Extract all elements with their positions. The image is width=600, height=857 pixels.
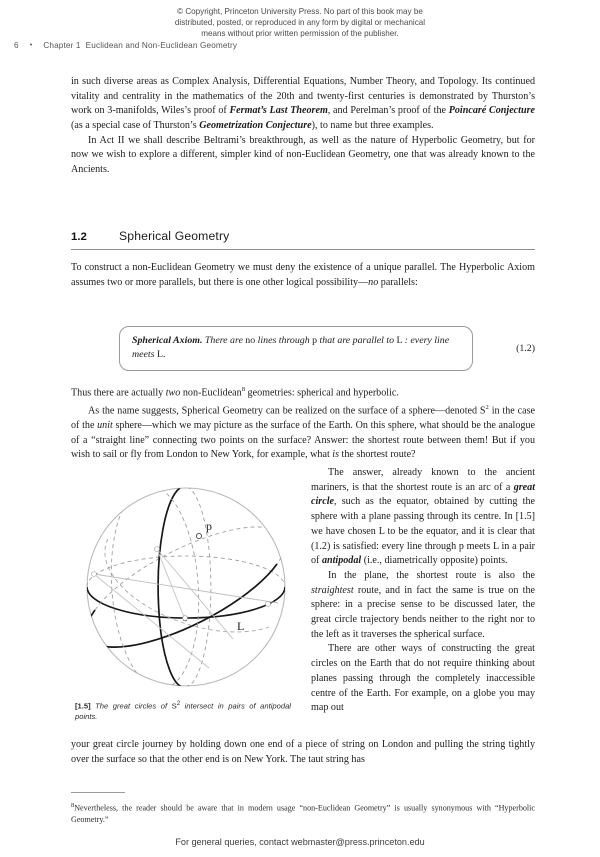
ab-p2-em-unit: unit <box>97 420 113 432</box>
tail-block <box>71 738 535 767</box>
point-p-marker <box>196 533 201 538</box>
ab-p1-seg-b: non-Euclidean <box>180 387 242 399</box>
axiom-lead-seg-b: parallels: <box>378 276 418 288</box>
upper-intersection-marker <box>155 547 160 552</box>
copyright-line-3: means without prior written permission of the publisher. <box>201 29 399 39</box>
ab-p1-em-two: two <box>165 387 181 399</box>
figure-caption-seg-a: The great circles of <box>90 701 172 711</box>
antipodal-point-marker <box>183 616 188 621</box>
footnote-text: Nevertheless, the reader should be aware that in modern usage “non-Euclidean Geometry” is usually synonymous with “Hyperbolic Geometry.” <box>71 803 535 824</box>
chapter-number: Chapter 1 <box>43 41 81 50</box>
copyright-line-2: distributed, posted, or reproduced in any form by digital or mechanical <box>174 18 426 28</box>
right-col-paragraph-1 <box>311 466 535 569</box>
rc-p1-seg-b: , such as the equator, obtained by cutting the sphere with a plane passing through its centre. In [1.5] we have chosen L to be the equator, and it is clear that (1.2) is satisfied: every line through p meets L in a pair of <box>311 496 535 567</box>
ab-p1-seg-a: Thus there are actually <box>71 387 166 399</box>
figure-caption-exponent: 2 <box>176 701 181 707</box>
intro-p1-seg-c: (as a special case of Thurston’s <box>71 119 200 131</box>
right-col-paragraph-2 <box>311 569 535 643</box>
axiom-lead-seg-a: To construct a non-Euclidean Geometry we must deny the existence of a unique parallel. The Hyperbolic Axiom assumes two or more parallels, but there is one other logical possibility— <box>71 262 535 288</box>
axiom-em-1: There are <box>202 335 243 346</box>
left-intersection-marker <box>92 572 97 577</box>
axiom-lead-paragraph <box>71 261 535 290</box>
right-column <box>311 466 535 716</box>
meridian-dashed-left-back <box>149 489 199 689</box>
figure-caption-s: S <box>171 701 177 711</box>
chord-line-lower <box>94 574 209 668</box>
rc-p2-seg-b: route, and in fact the same is true on the sphere: in a precise sense to be discussed later, the great circle trajectory bends neither to the right nor to the left as it traverses the spherical surface. <box>311 584 535 640</box>
rc-p1-em-antipodal: antipodal <box>321 555 362 567</box>
ab-p2-seg-b: in the case of the <box>71 405 535 432</box>
spherical-axiom-text <box>132 334 461 362</box>
spherical-axiom-box <box>119 326 473 371</box>
ab-p2-seg-d: the shortest route? <box>339 449 416 461</box>
figure-label-p: p <box>206 519 212 533</box>
after-box-paragraph-2 <box>71 401 535 463</box>
figure-caption <box>75 699 291 723</box>
tilted-great-circle-front <box>87 564 277 647</box>
axiom-em-3: that are parallel to <box>319 335 395 346</box>
running-head-bullet: • <box>29 42 33 49</box>
rc-p1-seg-a: The answer, already known to the ancient mariners, is that the shortest route is an arc of a <box>311 467 535 493</box>
section-number: 1.2 <box>71 231 87 243</box>
axiom-lead-block <box>71 261 535 290</box>
figure-number: [1.5] <box>75 701 91 711</box>
rc-p2-em-straightest: straightest <box>311 584 354 596</box>
intro-p1-em-poincare: Poincaré Conjecture <box>448 105 535 117</box>
chord-line-horizontal <box>94 574 278 603</box>
meridian-dashed-left <box>111 485 161 685</box>
intro-paragraph-2: In Act II we shall describe Beltrami’s breakthrough, as well as the nature of Hyperbolic Geometry, but for now we wish to explore a different, simpler kind of non-Euclidean Geometry, one that was already known to the Ancients. <box>71 134 535 175</box>
axiom-plain-1: no <box>242 335 258 346</box>
right-col-paragraph-3: There are other ways of constructing the great circles on the Earth that do not require thinking about planes passing through the completely inaccessible centre of the Earth. For example, on a globe you may map out <box>311 643 535 714</box>
after-box-paragraph-1 <box>71 383 535 401</box>
footnote-number: 8 <box>71 802 75 809</box>
equator-front-arc <box>87 587 285 618</box>
rc-p1-em-great-circle: great circle <box>311 481 535 508</box>
after-box-block <box>71 383 535 463</box>
ab-p2-em-is: is <box>332 449 340 461</box>
copyright-line-1: © Copyright, Princeton University Press. No part of this book may be <box>177 7 423 16</box>
tail-paragraph: your great circle journey by holding down one end of a piece of string on London and pulling the string tightly over the surface so that the other end is on New York. The taut string has <box>71 739 535 765</box>
axiom-em-4: : every line meets <box>132 335 450 361</box>
s-squared-exponent: 2 <box>485 404 489 412</box>
rc-p1-seg-c: (i.e., diametrically opposite) points. <box>361 555 508 567</box>
axiom-em-2: lines through <box>257 335 310 346</box>
intro-p1-seg-a: in such diverse areas as Complex Analysis, Differential Equations, Number Theory, and Topology. Its continued vitality and centrality in the mathematics of the 20th and twenty-first centuries is demonstrated by Thurston’s work on 3-manifolds, Wiles’s proof of <box>71 76 535 117</box>
section-rule <box>71 249 535 250</box>
axiom-lead-em-no: no <box>368 276 379 288</box>
page-footer: For general queries, contact webmaster@press.princeton.edu <box>175 837 425 847</box>
vertical-great-circle-back <box>180 487 211 686</box>
axiom-plain-4: L. <box>154 349 166 361</box>
footnote-rule <box>71 792 125 793</box>
figure-caption-seg-b: intersect in pairs of antipodal points. <box>75 701 291 722</box>
right-intersection-marker <box>266 602 271 607</box>
intro-p1-em-geometrization: Geometrization Conjecture <box>199 119 312 131</box>
figure-label-L: L <box>237 619 245 633</box>
sphere-great-circles-illustration <box>73 481 301 693</box>
chapter-title: Euclidean and Non-Euclidean Geometry <box>85 41 238 50</box>
equator-back-arc <box>87 556 285 587</box>
footnote-8 <box>71 800 535 825</box>
rc-p2-seg-a: In the plane, the shortest route is also the <box>328 569 535 581</box>
ab-p2-seg-c: sphere—which we may picture as the surface of the Earth. On this sphere, what should be the analogue of a “straight line” connecting two points on the surface? Answer: the shortest route between them! But if you wish to sail or fly from London to New York, for example, what <box>71 420 535 461</box>
intro-p1-seg-d: ), to name but three examples. <box>311 119 434 131</box>
figure-1-5 <box>73 481 301 698</box>
intro-p1-em-fermat: Fermat’s Last Theorem <box>229 105 328 117</box>
intro-p1-seg-b: , and Perelman’s proof of the <box>327 105 449 117</box>
running-head <box>14 41 237 50</box>
ab-p1-seg-c: geometries: spherical and hyperbolic. <box>245 387 399 399</box>
section-title: Spherical Geometry <box>119 229 230 243</box>
section-heading <box>71 229 535 250</box>
ab-p2-seg-a: As the name suggests, Spherical Geometry can be realized on the surface of a sphere—denoted S <box>88 405 486 417</box>
equation-number: (1.2) <box>516 343 535 354</box>
intro-block <box>71 75 535 178</box>
radius-line-center <box>157 549 186 622</box>
axiom-plain-3: L <box>394 335 405 346</box>
intro-paragraph-1 <box>71 75 535 134</box>
copyright-notice <box>0 6 600 40</box>
axiom-plain-2: p <box>309 335 320 346</box>
axiom-label: Spherical Axiom. <box>132 335 203 346</box>
footnote-marker-inline: 8 <box>241 386 246 393</box>
vertical-great-circle-front <box>158 488 189 687</box>
page-number: 6 <box>14 41 19 50</box>
